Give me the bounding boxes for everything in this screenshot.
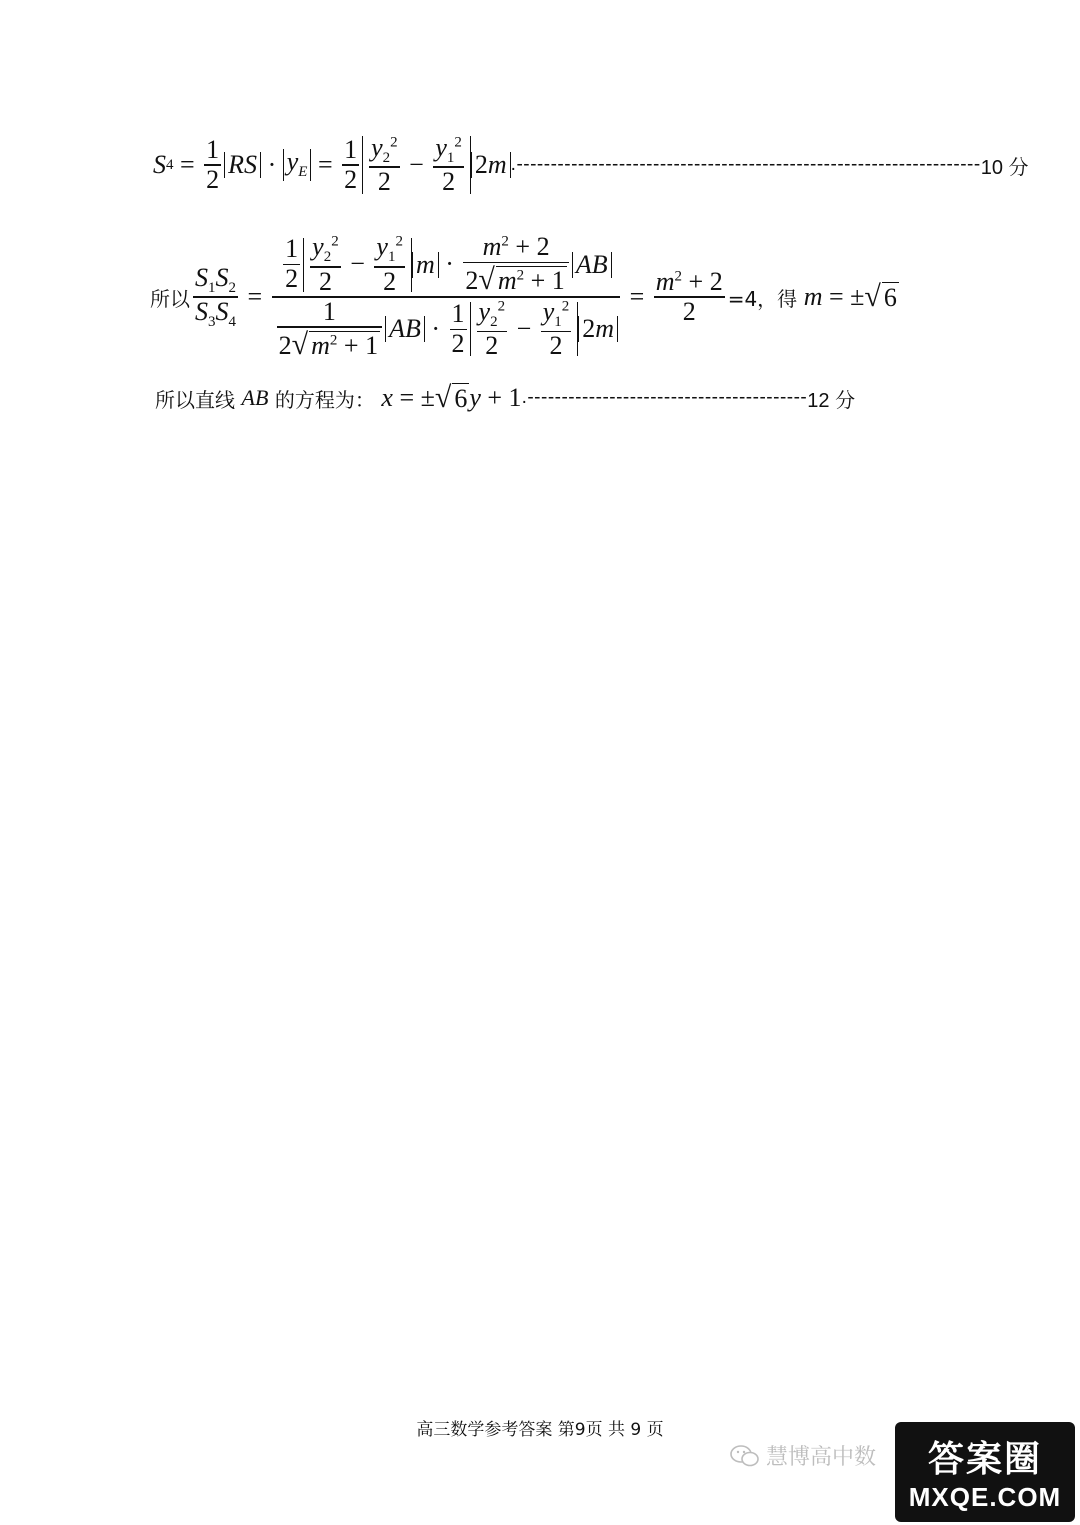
watermark xyxy=(730,1440,876,1471)
s4-dash-leader: .-------------------------------------------------------------------- xyxy=(510,154,981,175)
s4-formula: S 4 = $\frac{1}{2}$ RS · $y_E$ = $\frac{1}{2}$ $\frac{y_2^2}{2}$ − $\frac{y_1^2}{2}$ 2m .-------------------------------------------------------------------- 10 分 xyxy=(153,132,1029,196)
ratio-formula: 所以 $\frac{S_1S_2}{S_3S_4}$ = $\frac{1}{2}$ $\frac{y_2^2}{2}$ − $\frac{y_1^2}{2}$ m · $\frac{m^2 + 2}{2√ m^2 + 1}$ AB $\frac{1}{2√ m^2 + 1}$ AB · $\frac{1}{2}$ $\frac{y_2^2}{2}$ − $\frac{y_1^2}{2}$ 2m = $\frac{m^2 + 2}{2}$ =4，得 m = ± √ 6 xyxy=(150,232,897,361)
line-ab-prefix: 所以直线 xyxy=(155,387,235,412)
logo-line2: MXQE.COM xyxy=(908,1482,1062,1512)
line-ab-score: 12 分 xyxy=(807,389,856,412)
s4-score: 10 分 xyxy=(980,156,1029,179)
line-ab-equation: 所以直线 AB 的方程为： x = ± √ 6 y + 1 .----------------------------------------- 12 分 xyxy=(155,381,856,414)
line-ab-dash-leader: .----------------------------------------- xyxy=(521,387,808,408)
ratio-result: =4，得 xyxy=(727,286,798,311)
page-footer: 高三数学参考答案 第9页 共 9 页 xyxy=(416,1420,664,1440)
line-ab-mid: 的方程为： xyxy=(274,387,375,412)
line-ab-label: AB xyxy=(241,385,269,410)
site-logo xyxy=(895,1422,1075,1522)
watermark-account: 慧博高中数 xyxy=(766,1445,877,1470)
logo-line1: 答案圈 xyxy=(927,1439,1042,1480)
ratio-prefix: 所以 xyxy=(150,286,190,311)
wechat-icon xyxy=(730,1444,760,1468)
